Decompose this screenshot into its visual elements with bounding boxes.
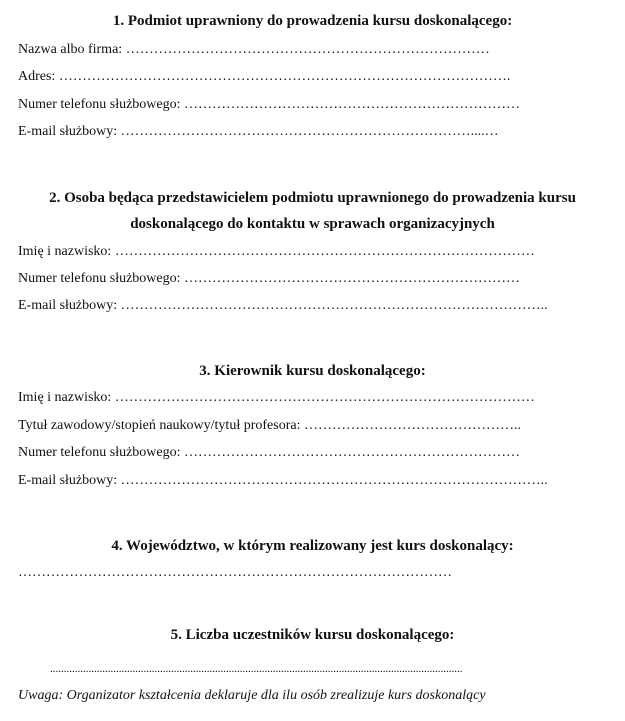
section5-heading: 5. Liczba uczestników kursu doskonalącego:: [170, 627, 455, 643]
business-email-dots: …………………………………………………………………....…: [117, 124, 499, 139]
manager-title-field[interactable]: [18, 417, 521, 435]
section3-heading: 3. Kierownik kursu doskonalącego:: [199, 363, 426, 379]
manager-name-field[interactable]: [18, 389, 535, 407]
contact-email-field[interactable]: [18, 297, 548, 315]
voivodeship-field[interactable]: [18, 564, 452, 582]
manager-email-label: E-mail służbowy:: [18, 473, 118, 488]
manager-title-label: Tytuł zawodowy/stopień naukowy/tytuł profesora:: [18, 418, 301, 433]
manager-title-dots: ………………………………………..: [300, 418, 521, 433]
manager-phone-label: Numer telefonu służbowego:: [18, 445, 181, 460]
contact-name-dots: ………………………………………………………………………………: [111, 244, 535, 259]
company-name-dots: ……………………………………………………………………: [122, 42, 490, 57]
manager-name-dots: ………………………………………………………………………………: [111, 390, 535, 405]
section2-heading-line1: 2. Osoba będąca przedstawicielem podmiotu uprawnionego do prowadzenia kursu: [49, 190, 576, 206]
contact-phone-dots: ………………………………………………………………: [180, 271, 521, 286]
manager-phone-field[interactable]: [18, 444, 520, 462]
business-phone-dots: ………………………………………………………………: [180, 97, 521, 112]
contact-name-label: Imię i nazwisko:: [18, 244, 112, 259]
participants-field[interactable]: [50, 660, 463, 678]
section2-heading-line2: doskonalącego do kontaktu w sprawach organizacyjnych: [130, 216, 495, 232]
manager-email-dots: ………………………………………………………………………………..: [117, 473, 548, 488]
participants-dots: ......................................................................................................................................................: [50, 663, 463, 675]
contact-phone-field[interactable]: [18, 270, 520, 288]
contact-email-dots: ………………………………………………………………………………..: [117, 298, 548, 313]
company-name-field[interactable]: [18, 41, 490, 59]
company-name-label: Nazwa albo firma:: [18, 42, 123, 57]
address-dots: …………………………………………………………………………………….: [55, 69, 511, 84]
contact-phone-label: Numer telefonu służbowego:: [18, 271, 181, 286]
address-label: Adres:: [18, 69, 56, 84]
manager-name-label: Imię i nazwisko:: [18, 390, 112, 405]
manager-phone-dots: ………………………………………………………………: [180, 445, 521, 460]
business-phone-field[interactable]: [18, 96, 520, 114]
contact-name-field[interactable]: [18, 243, 535, 261]
business-phone-label: Numer telefonu służbowego:: [18, 97, 181, 112]
voivodeship-dots: …………………………………………………………………………………: [18, 565, 452, 580]
business-email-label: E-mail służbowy:: [18, 124, 118, 139]
address-field[interactable]: [18, 68, 510, 86]
manager-email-field[interactable]: [18, 472, 548, 490]
section1-heading: 1. Podmiot uprawniony do prowadzenia kursu doskonalącego:: [112, 13, 513, 29]
business-email-field[interactable]: [18, 123, 499, 141]
contact-email-label: E-mail służbowy:: [18, 298, 118, 313]
section4-heading: 4. Województwo, w którym realizowany jest kurs doskonalący:: [111, 538, 514, 554]
organizer-note: Uwaga: Organizator kształcenia deklaruje dla ilu osób zrealizuje kurs doskonalący: [18, 688, 486, 703]
